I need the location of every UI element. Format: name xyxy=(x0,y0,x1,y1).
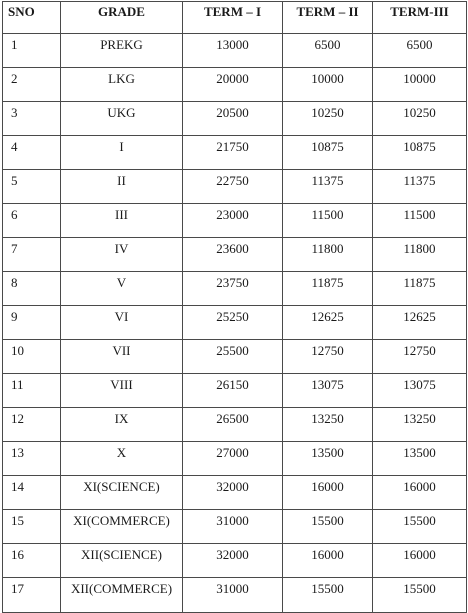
cell-term-3: 10875 xyxy=(373,136,467,170)
cell-term-1: 25250 xyxy=(183,306,283,340)
cell-term-3: 13250 xyxy=(373,408,467,442)
cell-grade: LKG xyxy=(61,68,183,102)
cell-grade: VIII xyxy=(61,374,183,408)
cell-sno: 5 xyxy=(3,170,61,204)
cell-term-2: 10000 xyxy=(283,68,373,102)
cell-sno: 8 xyxy=(3,272,61,306)
table-row xyxy=(3,374,467,408)
cell-term-1: 32000 xyxy=(183,476,283,510)
table-row xyxy=(3,476,467,510)
table-row xyxy=(3,408,467,442)
cell-term-3: 12750 xyxy=(373,340,467,374)
cell-term-2: 12625 xyxy=(283,306,373,340)
cell-term-2: 11800 xyxy=(283,238,373,272)
table-row xyxy=(3,510,467,544)
cell-term-2: 15500 xyxy=(283,510,373,544)
cell-term-2: 10875 xyxy=(283,136,373,170)
cell-term-2: 13500 xyxy=(283,442,373,476)
table-row xyxy=(3,544,467,578)
cell-term-1: 27000 xyxy=(183,442,283,476)
header-term-1: TERM – I xyxy=(183,2,283,34)
table-row xyxy=(3,442,467,476)
cell-term-1: 23000 xyxy=(183,204,283,238)
cell-term-1: 20500 xyxy=(183,102,283,136)
header-term-3: TERM-III xyxy=(373,2,467,34)
fee-structure-table xyxy=(2,1,467,613)
cell-term-3: 11375 xyxy=(373,170,467,204)
cell-grade: XII(SCIENCE) xyxy=(61,544,183,578)
cell-term-1: 23750 xyxy=(183,272,283,306)
cell-term-2: 16000 xyxy=(283,544,373,578)
cell-term-3: 13500 xyxy=(373,442,467,476)
cell-grade: VI xyxy=(61,306,183,340)
cell-grade: X xyxy=(61,442,183,476)
cell-sno: 1 xyxy=(3,34,61,68)
cell-term-1: 31000 xyxy=(183,510,283,544)
cell-grade: IX xyxy=(61,408,183,442)
cell-term-1: 21750 xyxy=(183,136,283,170)
cell-term-1: 23600 xyxy=(183,238,283,272)
cell-term-2: 12750 xyxy=(283,340,373,374)
cell-sno: 2 xyxy=(3,68,61,102)
cell-term-1: 32000 xyxy=(183,544,283,578)
cell-sno: 17 xyxy=(3,578,61,613)
cell-term-2: 11500 xyxy=(283,204,373,238)
cell-grade: XI(SCIENCE) xyxy=(61,476,183,510)
cell-term-3: 16000 xyxy=(373,476,467,510)
cell-sno: 11 xyxy=(3,374,61,408)
cell-term-2: 11875 xyxy=(283,272,373,306)
cell-term-3: 11800 xyxy=(373,238,467,272)
cell-term-2: 10250 xyxy=(283,102,373,136)
cell-grade: PREKG xyxy=(61,34,183,68)
header-term-2: TERM – II xyxy=(283,2,373,34)
cell-term-1: 22750 xyxy=(183,170,283,204)
cell-term-2: 13250 xyxy=(283,408,373,442)
table-row xyxy=(3,34,467,68)
table-row xyxy=(3,306,467,340)
cell-grade: XII(COMMERCE) xyxy=(61,578,183,613)
cell-term-3: 15500 xyxy=(373,578,467,613)
cell-term-1: 26500 xyxy=(183,408,283,442)
header-sno: SNO xyxy=(3,2,61,34)
cell-term-1: 13000 xyxy=(183,34,283,68)
cell-term-2: 6500 xyxy=(283,34,373,68)
header-grade: GRADE xyxy=(61,2,183,34)
cell-term-3: 13075 xyxy=(373,374,467,408)
table-row xyxy=(3,170,467,204)
header-row xyxy=(3,2,467,34)
table-row xyxy=(3,204,467,238)
cell-sno: 14 xyxy=(3,476,61,510)
cell-term-2: 13075 xyxy=(283,374,373,408)
cell-term-3: 11875 xyxy=(373,272,467,306)
cell-term-1: 31000 xyxy=(183,578,283,613)
table-row xyxy=(3,102,467,136)
cell-sno: 10 xyxy=(3,340,61,374)
cell-term-3: 12625 xyxy=(373,306,467,340)
cell-term-2: 11375 xyxy=(283,170,373,204)
cell-term-1: 26150 xyxy=(183,374,283,408)
cell-grade: III xyxy=(61,204,183,238)
cell-term-3: 6500 xyxy=(373,34,467,68)
cell-sno: 7 xyxy=(3,238,61,272)
table-row xyxy=(3,68,467,102)
cell-sno: 15 xyxy=(3,510,61,544)
cell-term-3: 10250 xyxy=(373,102,467,136)
cell-grade: UKG xyxy=(61,102,183,136)
cell-sno: 9 xyxy=(3,306,61,340)
table-row xyxy=(3,238,467,272)
cell-sno: 16 xyxy=(3,544,61,578)
cell-grade: XI(COMMERCE) xyxy=(61,510,183,544)
cell-sno: 13 xyxy=(3,442,61,476)
cell-grade: VII xyxy=(61,340,183,374)
cell-term-3: 16000 xyxy=(373,544,467,578)
cell-term-1: 25500 xyxy=(183,340,283,374)
cell-grade: I xyxy=(61,136,183,170)
cell-sno: 3 xyxy=(3,102,61,136)
cell-term-3: 11500 xyxy=(373,204,467,238)
cell-grade: IV xyxy=(61,238,183,272)
table-row xyxy=(3,340,467,374)
cell-term-2: 15500 xyxy=(283,578,373,613)
table-row xyxy=(3,136,467,170)
table-row xyxy=(3,272,467,306)
cell-grade: V xyxy=(61,272,183,306)
cell-grade: II xyxy=(61,170,183,204)
cell-term-3: 15500 xyxy=(373,510,467,544)
cell-term-2: 16000 xyxy=(283,476,373,510)
cell-sno: 6 xyxy=(3,204,61,238)
table-header xyxy=(3,2,467,34)
cell-term-3: 10000 xyxy=(373,68,467,102)
table-body xyxy=(3,34,467,613)
cell-sno: 12 xyxy=(3,408,61,442)
table-row xyxy=(3,578,467,613)
cell-sno: 4 xyxy=(3,136,61,170)
cell-term-1: 20000 xyxy=(183,68,283,102)
